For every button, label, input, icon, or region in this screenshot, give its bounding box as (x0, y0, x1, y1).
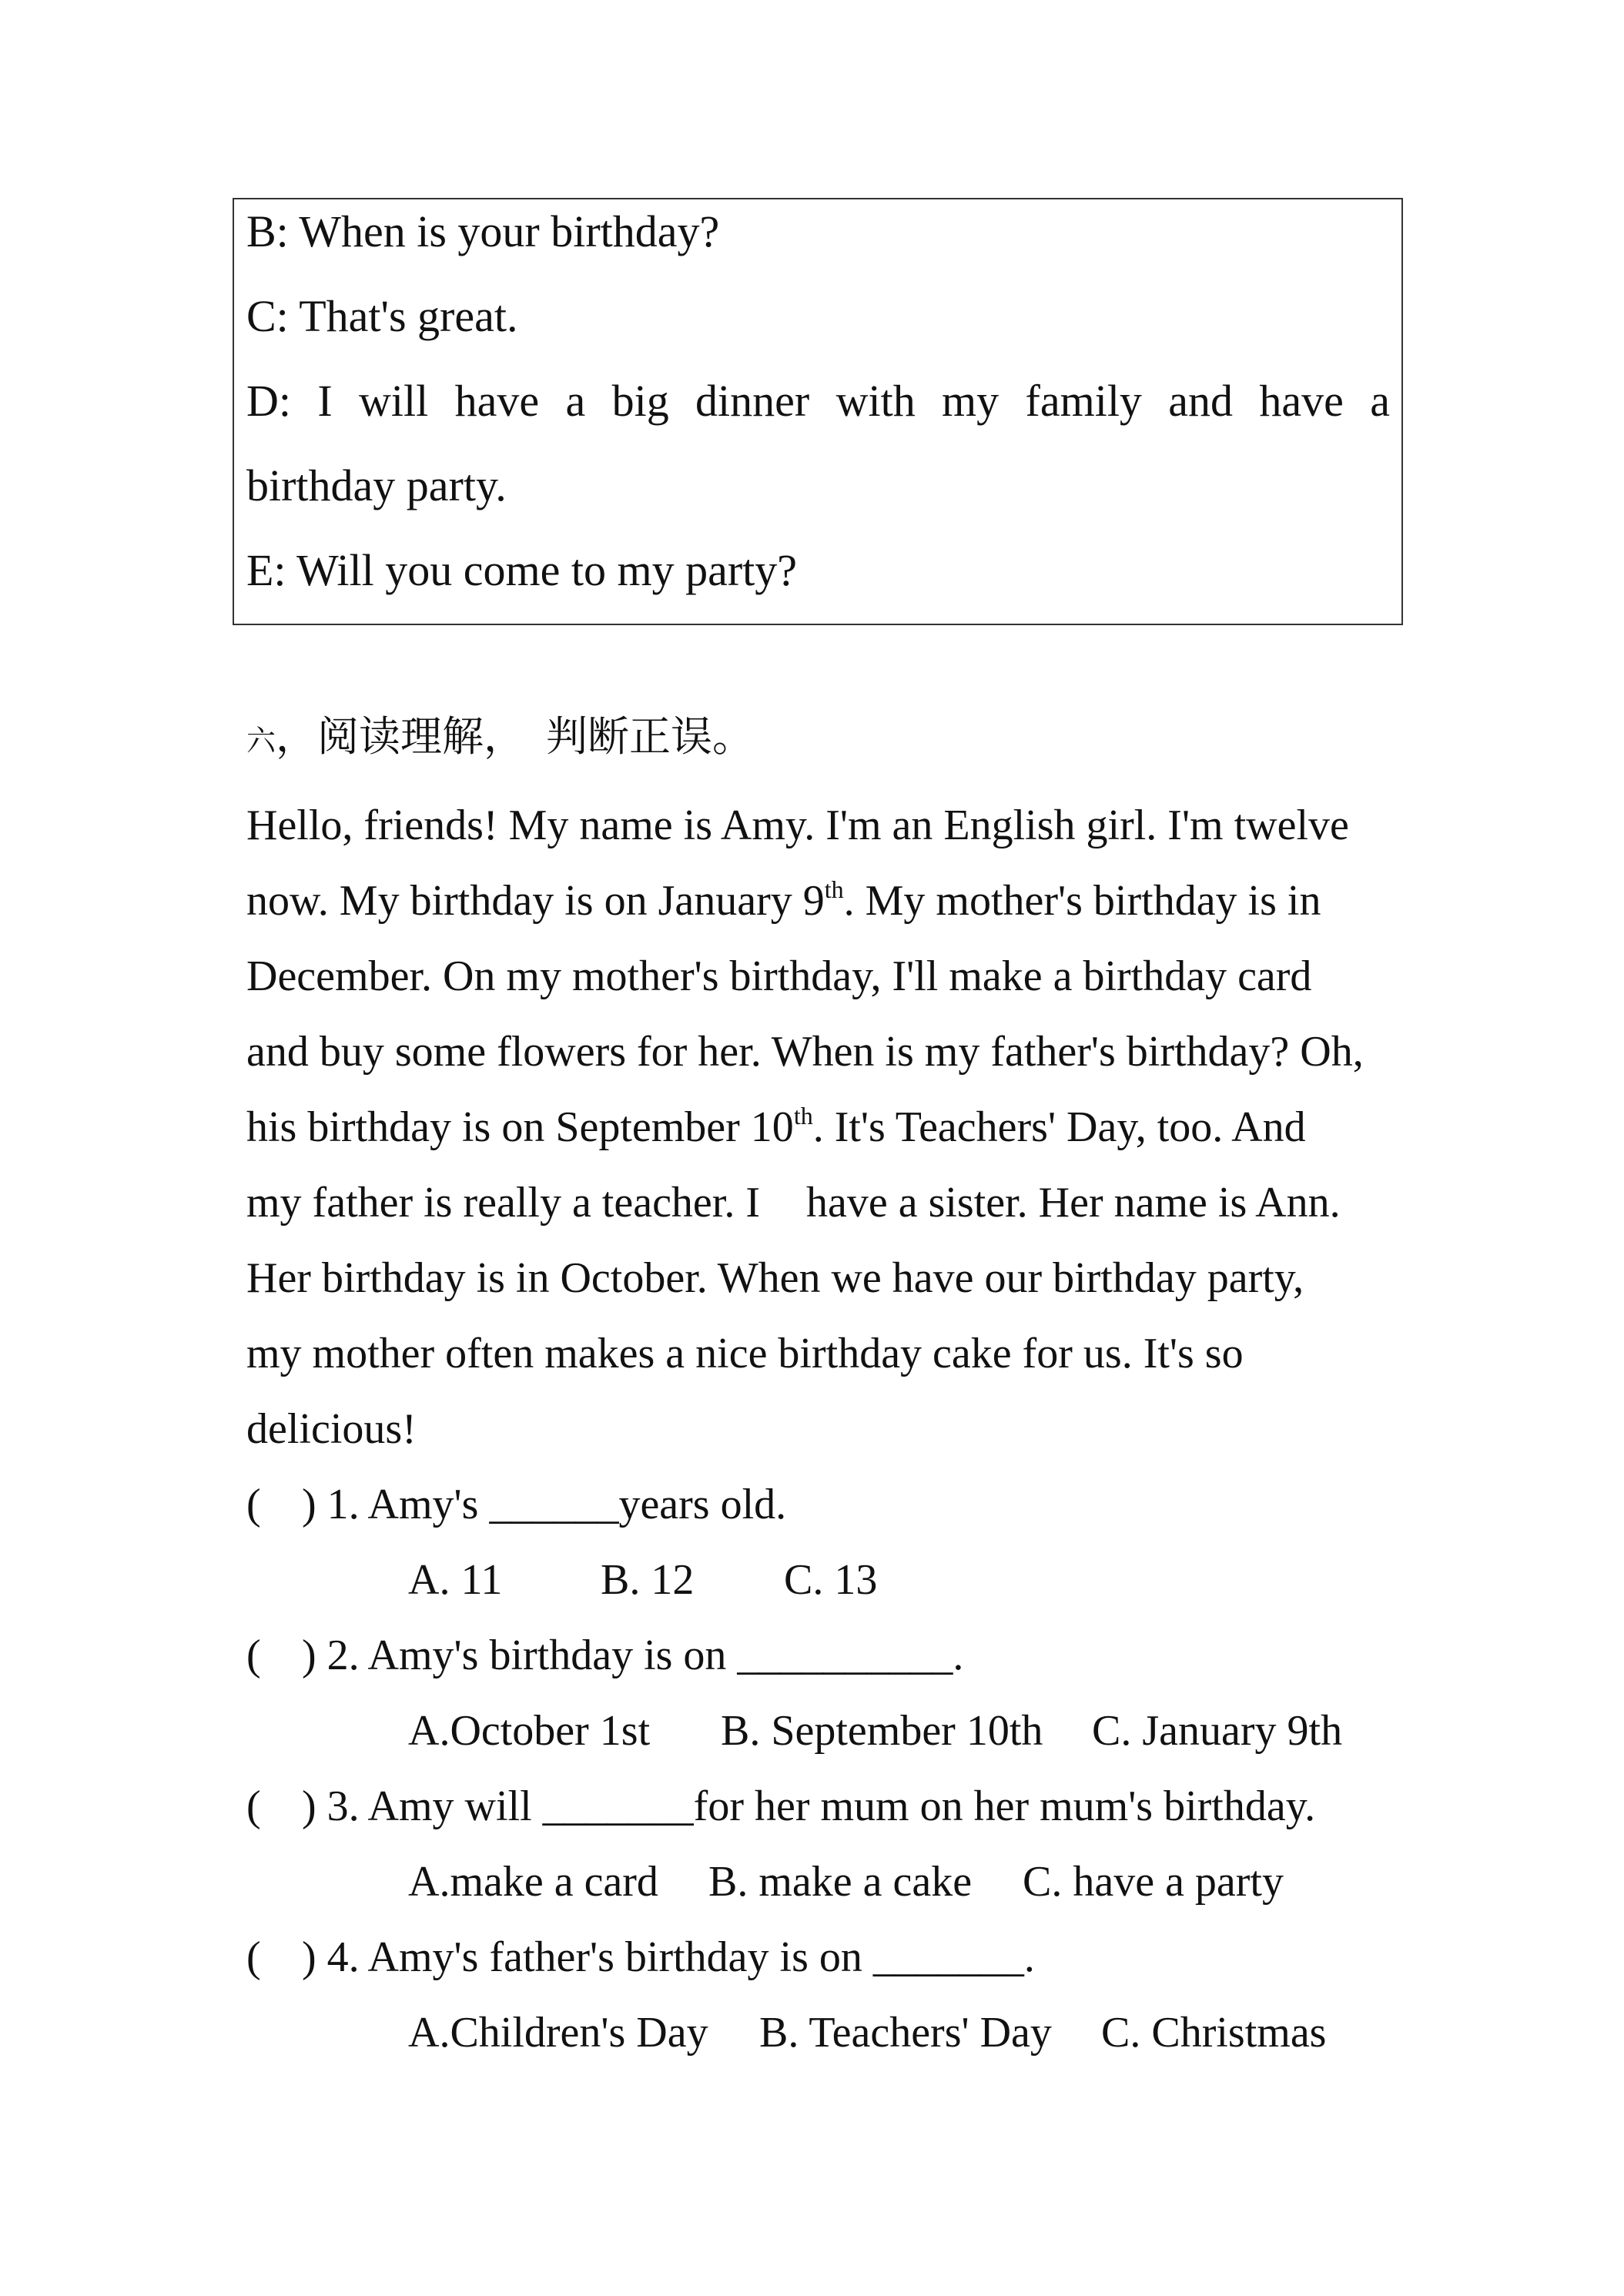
passage-line-9: delicious! (246, 1405, 417, 1453)
question-1 (246, 1483, 786, 1526)
option-d-line1: D: I will have a big dinner with my family and have a (246, 376, 1390, 426)
passage-line-5 (246, 1102, 1306, 1151)
question-2 (246, 1634, 963, 1677)
question-3-choice-b: B. make a cake (708, 1858, 973, 1906)
passage-line-2-b: . My mother's birthday is in (843, 877, 1321, 925)
section-number: 六 (246, 724, 276, 758)
passage-line-2 (246, 875, 1321, 925)
question-1-choices (408, 1558, 877, 1602)
question-3-choices (408, 1858, 1284, 1906)
question-3-choice-c: C. have a party (1023, 1858, 1284, 1906)
option-b: B: When is your birthday? (246, 206, 720, 256)
question-4 (246, 1933, 1035, 1981)
passage-line-3: December. On my mother's birthday, I'll make a birthday card (246, 952, 1312, 1000)
question-1-choice-a: A. 11 (408, 1556, 503, 1604)
passage-line-5-a: his birthday is on September 10 (246, 1103, 794, 1151)
section-title-text: ，阅读理解， 判断正误。 (276, 712, 755, 761)
question-4-choice-a: A.Children's Day (408, 2009, 708, 2057)
answer-paren-2[interactable]: ( (246, 1632, 261, 1679)
passage-line-4: and buy some flowers for her. When is my father's birthday? Oh, (246, 1028, 1364, 1076)
passage-line-6-a: my father is really a teacher. I (246, 1179, 760, 1227)
option-c: C: That's great. (246, 291, 518, 341)
section-heading (246, 712, 755, 761)
passage-line-5-b: . It's Teachers' Day, too. And (812, 1103, 1306, 1151)
question-2-choice-c: C. January 9th (1092, 1707, 1343, 1755)
passage-line-8: my mother often makes a nice birthday cake for us. It's so (246, 1330, 1244, 1377)
question-1-choice-c: C. 13 (784, 1556, 878, 1604)
answer-paren-1[interactable]: ( (246, 1481, 261, 1528)
answer-paren-3[interactable]: ( (246, 1782, 261, 1830)
question-4-choices (408, 2009, 1327, 2057)
answer-paren-4[interactable]: ( (246, 1933, 261, 1981)
question-3-stem: ) 3. Amy will _______for her mum on her mum's birthday. (302, 1782, 1316, 1830)
question-1-stem: ) 1. Amy's ______years old. (302, 1481, 787, 1528)
passage-line-2-sup: th (824, 875, 844, 903)
question-3-choice-a: A.make a card (408, 1858, 658, 1906)
passage-line-5-sup: th (793, 1102, 813, 1130)
question-4-choice-b: B. Teachers' Day (759, 2009, 1052, 2057)
option-e: E: Will you come to my party? (246, 545, 798, 595)
passage-line-2-a: now. My birthday is on January 9 (246, 877, 825, 925)
passage-line-6-b: have a sister. Her name is Ann. (806, 1179, 1341, 1227)
question-1-choice-b: B. 12 (601, 1556, 695, 1604)
question-2-stem: ) 2. Amy's birthday is on __________. (302, 1632, 964, 1679)
question-3 (246, 1782, 1316, 1830)
passage-line-1: Hello, friends! My name is Amy. I'm an English girl. I'm twelve (246, 802, 1349, 849)
passage-line-7: Her birthday is in October. When we have our birthday party, (246, 1254, 1304, 1302)
question-2-choices (408, 1707, 1343, 1755)
question-4-stem: ) 4. Amy's father's birthday is on _______. (302, 1933, 1035, 1981)
question-2-choice-a: A.October 1st (408, 1707, 651, 1755)
question-4-choice-c: C. Christmas (1101, 2009, 1327, 2057)
option-d-line2: birthday party. (246, 460, 507, 510)
question-2-choice-b: B. September 10th (721, 1707, 1043, 1755)
passage-line-6 (246, 1179, 1341, 1227)
